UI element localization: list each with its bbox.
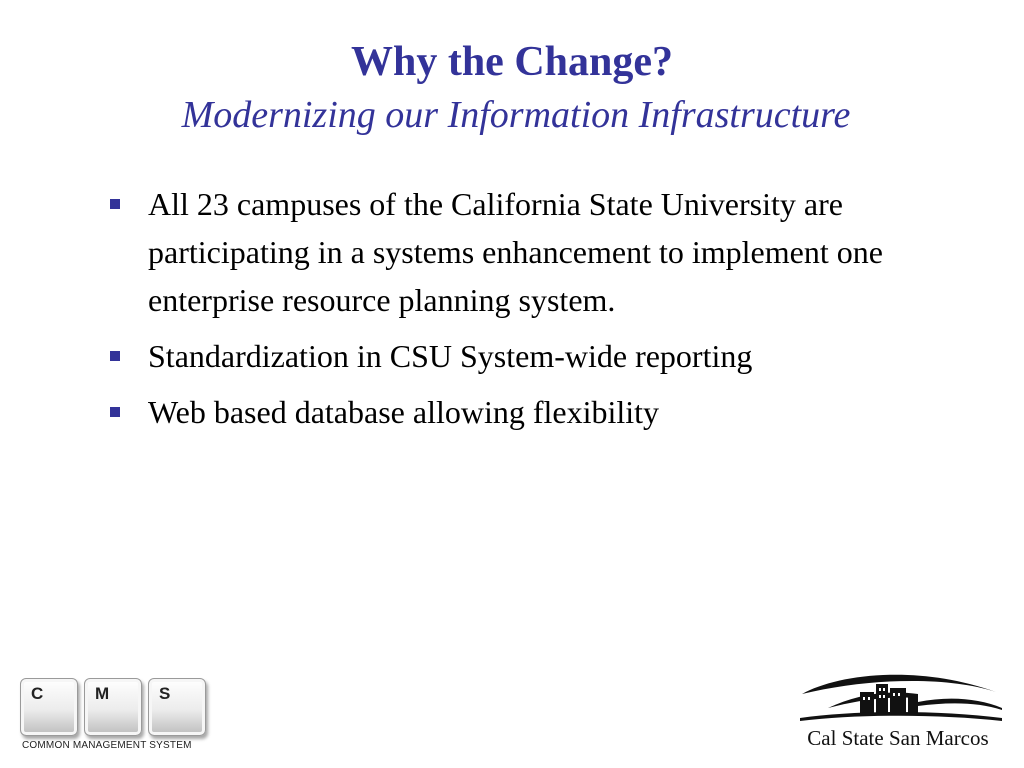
bullet-list	[110, 180, 910, 444]
square-bullet-icon	[110, 407, 120, 417]
cms-caption: COMMON MANAGEMENT SYSTEM	[22, 740, 192, 751]
slide-subtitle: Modernizing our Information Infrastructure	[181, 94, 851, 136]
bullet-text: Web based database allowing flexibility	[148, 394, 660, 430]
square-bullet-icon	[110, 351, 120, 361]
slide-title: Why the Change?	[350, 39, 674, 85]
key-letter: M	[95, 684, 110, 703]
cms-logo	[20, 678, 220, 756]
bullet-text: Standardization in CSU System-wide reporting	[148, 338, 753, 374]
keyboard-key-c-icon	[20, 678, 78, 736]
key-letter: C	[31, 684, 44, 703]
bullet-text: All 23 campuses of the California State University are participating in a systems enhancement to implement one enterprise resource planning system.	[148, 186, 883, 318]
bullet-item	[110, 332, 910, 380]
square-bullet-icon	[110, 199, 120, 209]
key-letter: S	[159, 684, 171, 703]
csusm-name: Cal State San Marcos	[807, 726, 989, 750]
campus-skyline-icon	[798, 668, 1004, 726]
keyboard-key-m-icon	[84, 678, 142, 736]
csusm-logo	[798, 668, 1004, 760]
bullet-item	[110, 388, 910, 436]
keyboard-key-s-icon	[148, 678, 206, 736]
bullet-item	[110, 180, 910, 324]
